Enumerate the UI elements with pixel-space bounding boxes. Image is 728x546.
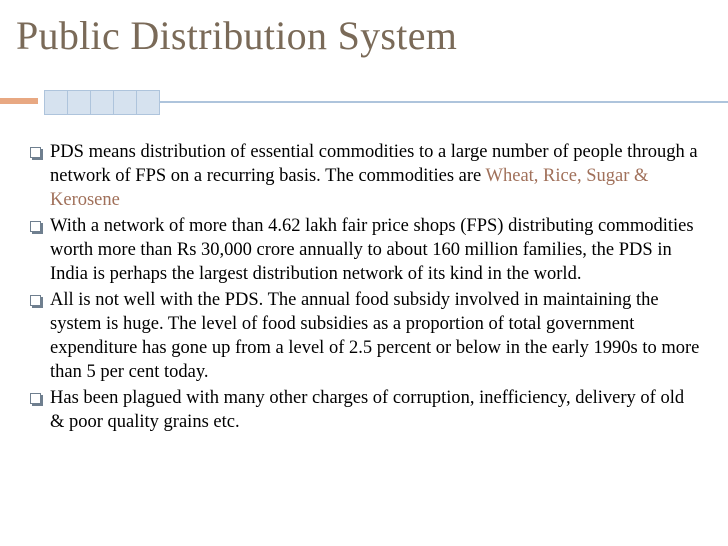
divider-cell — [67, 90, 91, 115]
divider-cell — [136, 90, 160, 115]
title-divider — [0, 90, 728, 115]
divider-accent-bar — [0, 98, 38, 104]
square-bullet-icon — [30, 393, 41, 404]
divider-cell — [44, 90, 68, 115]
divider-cell — [90, 90, 114, 115]
bullet-text: PDS means distribution of essential commodities to a large number of people through a network of FPS on a recurring basis. The commodities are — [50, 142, 698, 186]
bullet-text: With a network of more than 4.62 lakh fair price shops (FPS) distributing commodities worth more than Rs 30,000 crore annually to about 160 million families, the PDS in India is perhaps the largest distribution network of its kind in the world. — [50, 216, 694, 284]
bullet-item — [30, 214, 700, 286]
bullet-item — [30, 386, 700, 434]
bullet-list — [30, 140, 700, 436]
slide-title: Public Distribution System — [16, 13, 458, 58]
commodities-highlight: Wheat, Rice, Sugar & Kerosene — [50, 166, 649, 210]
bullet-text: All is not well with the PDS. The annual food subsidy involved in maintaining the system is huge. The level of food subsidies as a proportion of total government expenditure has gone up from a level of 2.5 percent or below in the early 1990s to more than 5 per cent today. — [50, 290, 700, 382]
bullet-item — [30, 140, 700, 212]
square-bullet-icon — [30, 147, 41, 158]
divider-cells — [44, 90, 159, 115]
bullet-item — [30, 288, 700, 384]
bullet-text: Has been plagued with many other charges of corruption, inefficiency, delivery of old & poor quality grains etc. — [50, 388, 685, 432]
square-bullet-icon — [30, 221, 41, 232]
square-bullet-icon — [30, 295, 41, 306]
divider-cell — [113, 90, 137, 115]
